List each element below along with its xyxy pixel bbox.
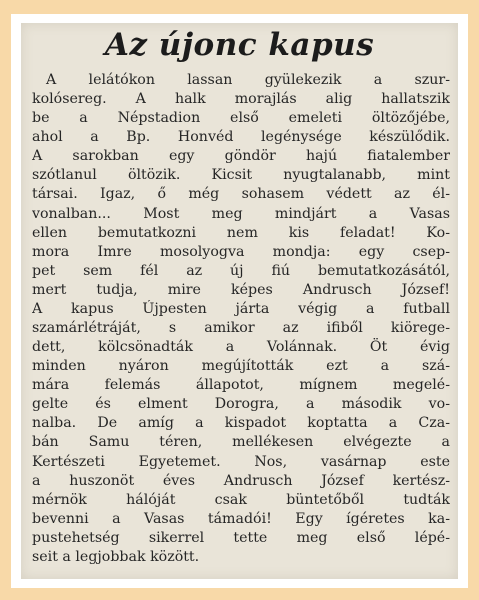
article-line: pet sem fél az új fiú bemutatkozásától, xyxy=(32,262,450,279)
article-line: dett, kölcsönadták a Volánnak. Öt évig xyxy=(32,339,450,356)
article-line: szótlanul öltözik. Kicsit nyugtalanabb, mint xyxy=(32,167,450,184)
article-line: A sarokban egy göndör hajú fiatalember xyxy=(32,148,450,165)
article-line: mérnök hálóját csak büntetőből tudták xyxy=(32,491,450,508)
article-line: seit a legjobbak között. xyxy=(32,548,200,565)
article-body xyxy=(32,71,450,567)
article-line: vonalban... Most meg mindjárt a Vasas xyxy=(32,205,450,222)
article-title: Az újonc kapus xyxy=(104,27,375,63)
article-line: gelte és elment Dorogra, a második vo- xyxy=(32,396,450,413)
article-line: szamárlétráját, s amikor az ifiből kiörege- xyxy=(32,320,450,337)
article-line: bán Samu téren, mellékesen elvégezte a xyxy=(32,434,450,451)
article-line: Kertészeti Egyetemet. Nos, vasárnap este xyxy=(32,453,450,470)
article-line: pustehetség sikerrel tette meg első lépé- xyxy=(32,529,450,546)
article-line: minden nyáron megújították ezt a szá- xyxy=(32,358,450,375)
article-line: a huszonöt éves Andrusch József kertész- xyxy=(32,472,450,489)
article-line: mora Imre mosolyogva mondja: egy csep- xyxy=(32,243,450,260)
article-line: társai. Igaz, ő még sohasem védett az él- xyxy=(32,186,450,203)
article-line: A lelátókon lassan gyülekezik a szur- xyxy=(46,72,450,88)
article-line: nalba. De amíg a kispadot koptatta a Cza- xyxy=(32,415,450,432)
newspaper-clipping xyxy=(21,23,458,579)
article-line: mára felemás állapotot, mígnem megelé- xyxy=(32,377,450,394)
article-line: ellen bemutatkozni nem kis feladat! Ko- xyxy=(32,224,450,241)
article-line: kolósereg. A halk morajlás alig hallatszik xyxy=(32,91,450,108)
article-line: mert tudja, mire képes Andrusch József! xyxy=(32,281,450,298)
article-line: ahol a Bp. Honvéd legénysége készülődik. xyxy=(32,129,450,146)
article-line: be a Népstadion első emeleti öltözőjébe, xyxy=(32,110,450,127)
article-line: A kapus Újpesten járta végig a futball xyxy=(32,300,450,317)
article-line: bevenni a Vasas támadói! Egy ígéretes ka- xyxy=(32,510,450,527)
